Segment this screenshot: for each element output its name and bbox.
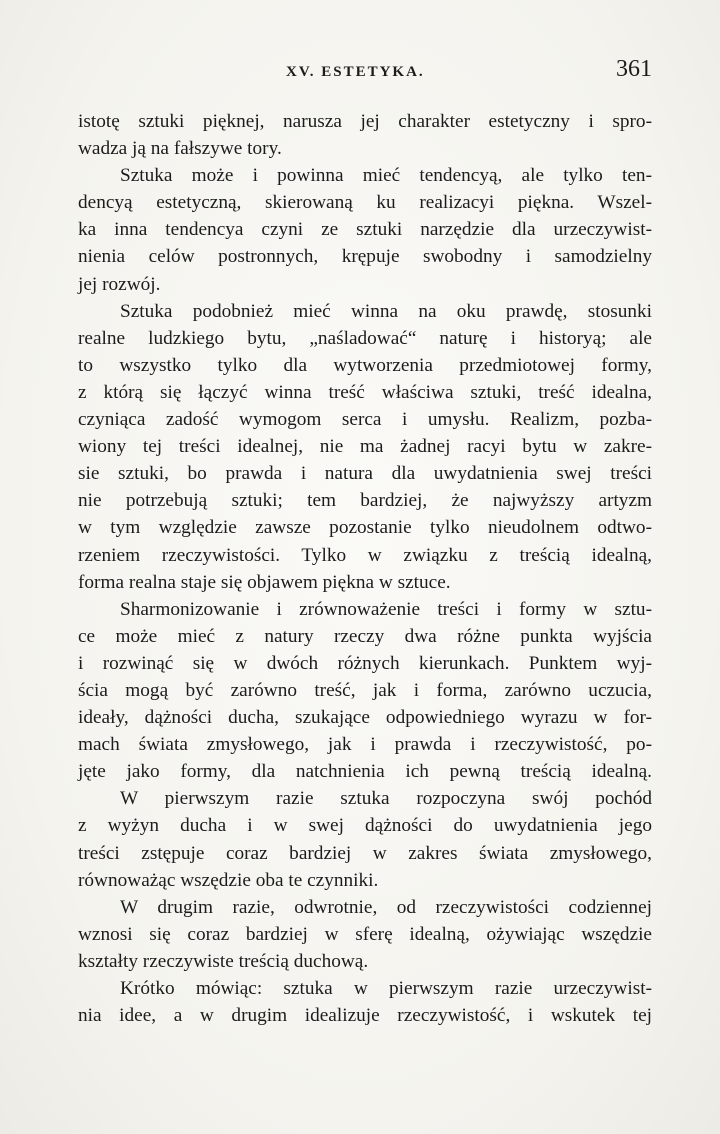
body-text [78, 108, 652, 1029]
text-line: dencyą estetyczną, skierowaną ku realizacyi piękna. Wszel- [78, 192, 652, 214]
text-line: forma realna staje się objawem piękna w sztuce. [78, 571, 451, 593]
text-line: ideały, dążności ducha, szukające odpowiedniego wyrazu w for- [78, 707, 652, 729]
text-line: W drugim razie, odwrotnie, od rzeczywistości codziennej [120, 896, 652, 918]
text-line: istotę sztuki pięknej, narusza jej charakter estetyczny i spro- [78, 111, 652, 132]
text-line: nienia celów postronnych, krępuje swobodny i samodzielny [78, 246, 652, 268]
text-line: równoważąc wszędzie oba te czynniki. [78, 869, 379, 891]
text-line: wznosi się coraz bardziej w sferę idealną, ożywiając wszędzie [78, 923, 652, 945]
text-line: treści zstępuje coraz bardziej w zakres świata zmysłowego, [78, 842, 652, 864]
text-line: rzeniem rzeczywistości. Tylko w związku z treścią idealną, [78, 544, 652, 566]
text-line: jej rozwój. [78, 273, 161, 295]
text-line: jęte jako formy, dla natchnienia ich pewną treścią idealną. [78, 761, 652, 783]
page-header [78, 58, 652, 92]
text-line: i rozwinąć się w dwóch różnych kierunkach. Punktem wyj- [78, 652, 652, 674]
text-line: ka inna tendencya czyni ze sztuki narzędzie dla urzeczywist- [78, 219, 652, 241]
text-line: to wszystko tylko dla wytworzenia przedmiotowej formy, [78, 354, 652, 376]
text-line: czyniąca zadość wymogom serca i umysłu. Realizm, pozba- [78, 409, 652, 431]
running-title: XV. ESTETYKA. [286, 64, 425, 80]
text-line: z wyżyn ducha i w swej dążności do uwydatnienia jego [78, 815, 652, 837]
text-line: mach świata zmysłowego, jak i prawda i rzeczywistość, po- [78, 734, 652, 756]
text-line: kształty rzeczywiste treścią duchową. [78, 950, 369, 972]
text-line: w tym względzie zawsze pozostanie tylko nieudolnem odtwo- [78, 517, 652, 539]
text-line: sie sztuki, bo prawda i natura dla uwydatnienia swej treści [78, 463, 652, 485]
text-line: nie potrzebują sztuki; tem bardziej, że najwyższy artyzm [78, 490, 652, 512]
text-line: Sztuka podobnież mieć winna na oku prawdę, stosunki [120, 300, 652, 322]
text-line: wadza ją na fałszywe tory. [78, 138, 282, 160]
text-line: W pierwszym razie sztuka rozpoczyna swój pochód [120, 788, 652, 810]
text-line: Sztuka może i powinna mieć tendencyą, ale tylko ten- [120, 165, 652, 187]
text-line: ścia mogą być zarówno treść, jak i forma, zarówno uczucia, [78, 679, 652, 701]
text-line: ce może mieć z natury rzeczy dwa różne punkta wyjścia [78, 625, 652, 647]
page-number: 361 [616, 56, 652, 82]
text-line: wiony tej treści idealnej, nie ma żadnej racyi bytu w zakre- [78, 436, 652, 458]
text-line: z którą się łączyć winna treść właściwa sztuki, treść idealna, [78, 381, 652, 403]
text-line: Krótko mówiąc: sztuka w pierwszym razie urzeczywist- [120, 978, 652, 999]
text-line: Sharmonizowanie i zrównoważenie treści i formy w sztu- [120, 598, 652, 620]
text-line: nia idee, a w drugim idealizuje rzeczywistość, i wskutek tej [78, 1005, 652, 1027]
text-line: realne ludzkiego bytu, „naśladować“ naturę i historyą; ale [78, 327, 652, 349]
